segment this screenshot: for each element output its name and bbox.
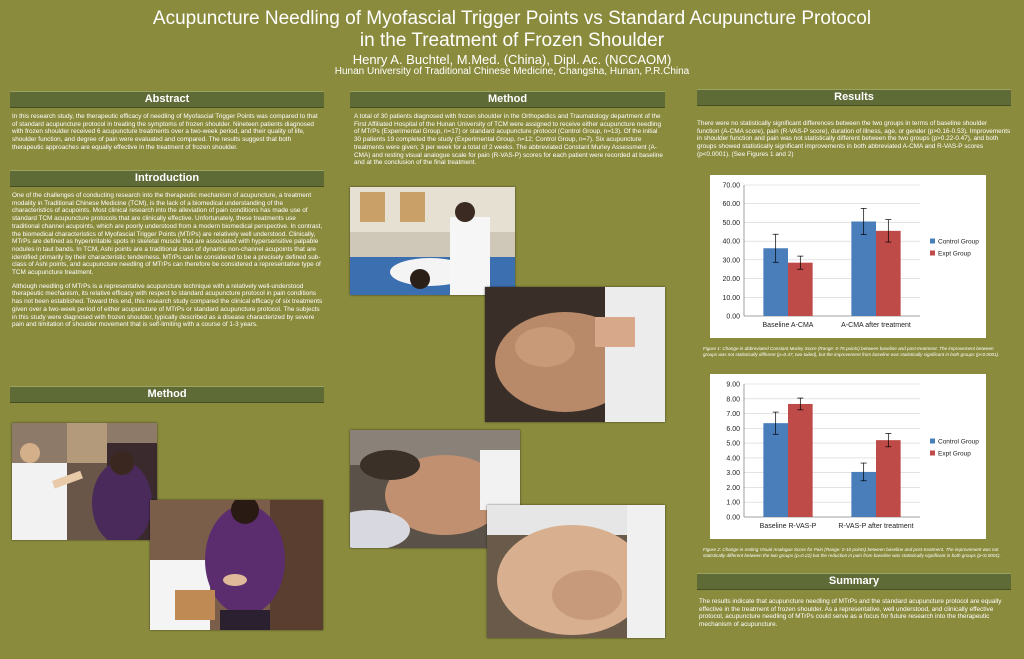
affiliation: Hunan University of Traditional Chinese Medicine, Changsha, Hunan, P.R.China bbox=[334, 66, 690, 77]
y-tick-label: 9.00 bbox=[726, 381, 740, 389]
chart-r-vas-p-svg bbox=[710, 374, 986, 539]
legend-swatch bbox=[930, 451, 935, 456]
chart-r-vas-p bbox=[710, 374, 986, 539]
y-tick-label: 30.00 bbox=[722, 257, 740, 265]
introduction-paragraph-2: Although needling of MTrPs is a representative acupuncture technique with a relatively well-understood therapeutic mechanism, its relative efficacy with respect to standard acupuncture protocol in pain conditions has not been established. Toward this end, this research study compared the clinical efficacy of six treatments given over a two-week period of either acupuncture of MTrPs or standard acupuncture protocol. The subjects in this study were diagnosed with frozen shoulder, typically described as a disease characterized by severe pain and limitation of shoulder movement that is self-limiting with a course of 1-3 years. bbox=[12, 282, 323, 329]
x-category-label: A-CMA after treatment bbox=[841, 322, 911, 329]
bar-control-group bbox=[851, 221, 876, 316]
y-tick-label: 7.00 bbox=[726, 411, 740, 419]
photo-posture-assessment bbox=[150, 500, 323, 630]
bar-expt-group bbox=[876, 231, 901, 316]
introduction-text bbox=[12, 192, 324, 335]
title-line-1: Acupuncture Needling of Myofascial Trigger Points vs Standard Acupuncture Protocol bbox=[152, 8, 872, 29]
y-tick-label: 3.00 bbox=[726, 470, 740, 478]
bar-control-group bbox=[763, 423, 788, 517]
y-tick-label: 60.00 bbox=[722, 201, 740, 209]
method-center-heading: Method bbox=[350, 91, 665, 108]
results-heading: Results bbox=[697, 89, 1011, 106]
x-category-label: Baseline R-VAS-P bbox=[759, 523, 817, 530]
authors: Henry A. Buchtel, M.Med. (China), Dipl. Ac. (NCCAOM) bbox=[352, 52, 672, 67]
abstract-heading: Abstract bbox=[10, 91, 324, 108]
y-tick-label: 5.00 bbox=[726, 440, 740, 448]
legend-label: Expt Group bbox=[938, 450, 971, 458]
title-line-2: in the Treatment of Frozen Shoulder bbox=[359, 30, 665, 51]
figure-2-caption: Figure 2: Change in resting Visual Analogue Score for Pain (Range: 0-10 points) between baseline and post-treatment. The improvement was not statistically different between the two groups (p=0.22) but the reduction in pain from baseline was statistically significant in both groups (p<0.0001). bbox=[703, 547, 1001, 558]
bar-expt-group bbox=[788, 263, 813, 316]
x-category-label: Baseline A-CMA bbox=[762, 322, 814, 329]
x-category-label: R-VAS-P after treatment bbox=[838, 523, 914, 530]
results-text: There were no statistically significant differences between the two groups in terms of baseline shoulder function (A-CMA score), pain (R-VAS-P score), duration of illness, age, or gender (p>0.16-0.53). Improvements in shoulder function and pain was not statistically different between the two groups (p>0.22-0.47), and both groups showed statistically significant improvements in both abbreviated A-CMA and R-VAS-P scores (p<0.0001). (See Figures 1 and 2) bbox=[697, 120, 1011, 158]
introduction-paragraph-1: One of the challenges of conducting research into the therapeutic mechanism of acupuncture, a treatment modality in Traditional Chinese Medicine (TCM), is the lack of a biomedical understanding of the characteristics of acupoints. Most clinical research into the alleviation of pain conditions has made use of standard TCM acupuncture protocols that are clinically effective. Unfortunately, these treatments use traditional channel acupoints, which are poorly understood from a modern biomedical perspective. In contrast, the biomedical characteristics of Myofascial Trigger Points (MTrPs) are relatively well understood. Clinically, MTrPs are defined as hyperirritable spots in skeletal muscle that are associated with hypersensitive palpable nodules in taut bands. In TCM, Ashi points are a traditional class of dynamic non-channel acupoints that are identified primarily by their characteristic tenderness. MTrPs can be considered to be a precisely defined sub-class of Ashi points, and acupuncture needling of MTrPs can therefore be considered a representative type of TCM acupuncture treatment. bbox=[12, 192, 323, 277]
legend-label: Expt Group bbox=[938, 250, 971, 258]
legend-label: Control Group bbox=[938, 438, 979, 446]
legend-swatch bbox=[930, 239, 935, 244]
bar-expt-group bbox=[788, 404, 813, 517]
legend-swatch bbox=[930, 439, 935, 444]
introduction-heading: Introduction bbox=[10, 170, 324, 187]
photo-treatment-room bbox=[350, 187, 515, 295]
method-left-heading: Method bbox=[10, 386, 324, 403]
summary-text: The results indicate that acupuncture needling of MTrPs and the standard acupuncture protocol are equally effective in the treatment of frozen shoulder. As a representative, well understood, and clinically effective protocol, acupuncture needling of MTrPs could serve as a focus for future research into the therapeutic mechanism of acupuncture. bbox=[699, 598, 1002, 629]
y-tick-label: 4.00 bbox=[726, 455, 740, 463]
bar-expt-group bbox=[876, 440, 901, 517]
y-tick-label: 70.00 bbox=[722, 182, 740, 190]
y-tick-label: 1.00 bbox=[726, 499, 740, 507]
legend-swatch bbox=[930, 251, 935, 256]
y-tick-label: 50.00 bbox=[722, 219, 740, 227]
chart-a-cma bbox=[710, 175, 986, 338]
y-tick-label: 8.00 bbox=[726, 396, 740, 404]
y-tick-label: 10.00 bbox=[722, 294, 740, 302]
y-tick-label: 20.00 bbox=[722, 276, 740, 284]
photo-back-needling bbox=[485, 287, 665, 422]
summary-heading: Summary bbox=[697, 573, 1011, 590]
y-tick-label: 2.00 bbox=[726, 484, 740, 492]
y-tick-label: 40.00 bbox=[722, 238, 740, 246]
photo-arm-needling bbox=[487, 505, 665, 638]
y-tick-label: 0.00 bbox=[726, 313, 740, 321]
y-tick-label: 6.00 bbox=[726, 425, 740, 433]
method-center-text: A total of 30 patients diagnosed with frozen shoulder in the Orthopedics and Traumatology department of the First Affiliated Hospital of the Hunan University of TCM were assigned to receive either acupuncture needling of MTrPs (Experimental Group, n=17) or standard acupuncture protocol (Control Group, n=13). Of the initial 30 patients 19 completed the study (Experimental Group, n=12; Control Group, n=7). Six acupuncture treatments were given; 3 per week for a total of 2 weeks. The abbreviated Constant Murley Assessment (A-CMA) and resting visual analogue scale for pain (R-VAS-P) scores for each patient were recorded at baseline and at the conclusion of the final treatment. bbox=[354, 113, 663, 167]
photo-shoulder-exam bbox=[12, 423, 157, 540]
y-tick-label: 0.00 bbox=[726, 514, 740, 522]
legend-label: Control Group bbox=[938, 238, 979, 246]
figure-1-caption: Figure 1: Change in abbreviated Constant Murley Score (Range: 0-75 points) between baseline and post-treatment. The improvement between groups was not statistically different (p=0.47, two-tailed), but the improvement from baseline was statistically significant in both groups (p<0.0001). bbox=[703, 346, 1000, 357]
chart-a-cma-svg bbox=[710, 175, 986, 338]
poster-title bbox=[60, 8, 964, 52]
abstract-text: In this research study, the therapeutic efficacy of needling of Myofascial Trigger Points was compared to that of standard acupuncture protocol in treating the symptoms of frozen shoulder. Nineteen patients diagnosed with frozen shoulder received 6 acupuncture treatments over a two-week period, and their quality of life, shoulder function, and degree of pain were evaluated and compared. The results suggest that both therapeutic approaches are equally effective in the treatment of frozen shoulder. bbox=[12, 113, 318, 151]
